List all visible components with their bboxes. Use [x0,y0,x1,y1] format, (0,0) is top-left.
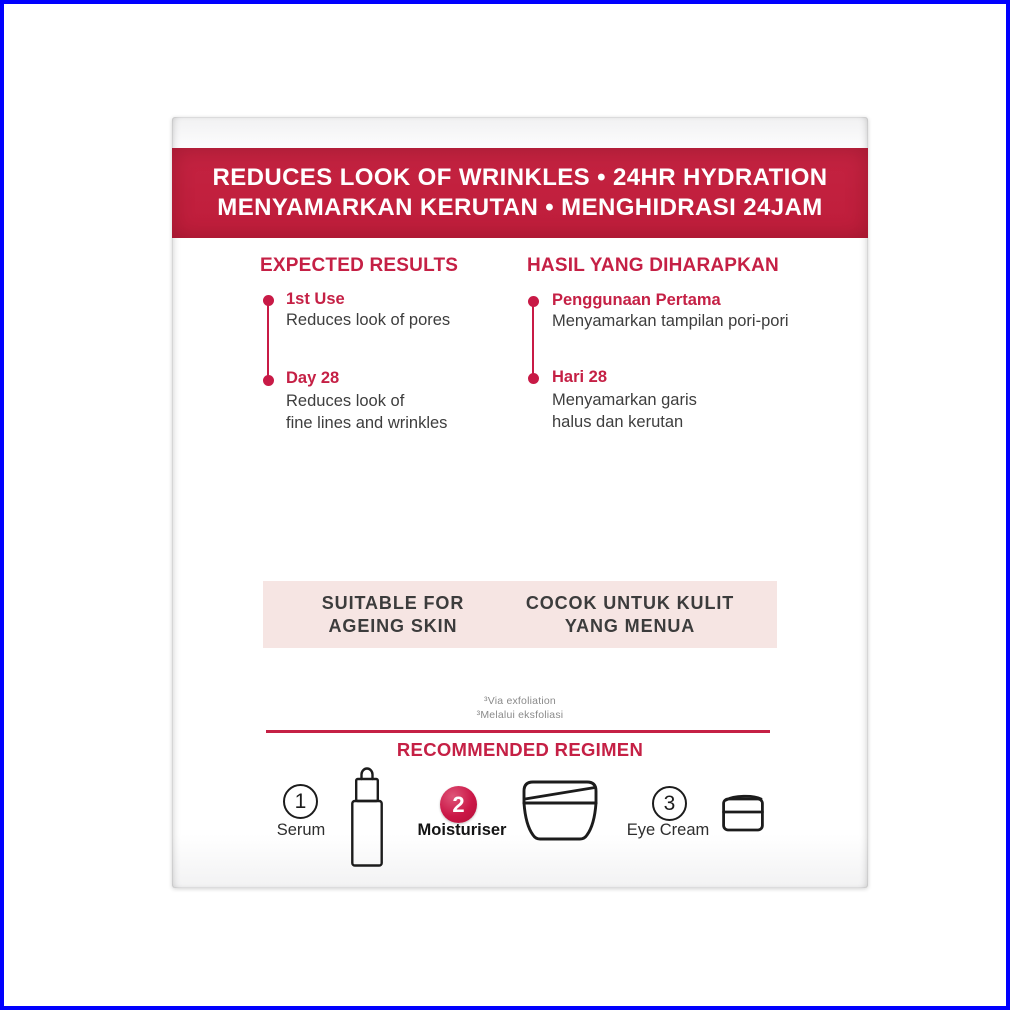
result-body-id-1-line-1: Menyamarkan tampilan pori-pori [552,312,789,330]
result-body-en-1 [286,309,450,331]
timeline-dot-en-2 [263,375,274,386]
expected-results-heading-id: HASIL YANG DIHARAPKAN [527,255,779,276]
result-body-en-2-line-2: fine lines and wrinkles [286,414,448,432]
product-box-back-panel [172,117,868,888]
step-2-label: Moisturiser [417,821,507,839]
suitability-id-line-1: COCOK UNTUK KULIT [525,592,735,613]
result-body-id-2 [552,389,697,433]
suitability-text-en [322,592,464,638]
serum-dropper-bottle-icon [351,762,383,867]
timeline-dot-id-1 [528,296,539,307]
step-2-number: 2 [452,791,465,817]
step-1-label: Serum [276,821,326,839]
suitability-text-id [526,592,734,638]
expected-results-heading-en: EXPECTED RESULTS [260,255,459,276]
step-3-number-badge [652,786,687,821]
timeline-dot-en-1 [263,295,274,306]
timeline-line-id [532,301,535,378]
result-title-id-1: Penggunaan Pertama [552,291,721,309]
result-body-id-2-line-1: Menyamarkan garis [552,391,697,409]
claims-banner [172,148,868,238]
timeline-dot-id-2 [528,373,539,384]
moisturiser-jar-icon [522,779,598,842]
step-1-number-badge [283,784,318,819]
eye-cream-jar-icon [721,793,765,833]
red-divider-line [266,730,770,733]
claims-line-indonesian: MENYAMARKAN KERUTAN • MENGHIDRASI 24JAM [217,194,823,221]
result-body-id-1 [552,310,789,332]
step-3-number: 3 [663,791,676,815]
result-body-en-2 [286,390,447,434]
suitability-id-line-2: YANG MENUA [564,615,696,636]
step-1-number: 1 [294,789,307,813]
result-body-en-1-line-1: Reduces look of pores [286,311,451,329]
suitability-en-line-1: SUITABLE FOR [321,592,465,613]
timeline-line-en [267,300,270,380]
footnote-en: ³Via exfoliation [484,695,556,707]
result-title-en-1: 1st Use [286,290,345,308]
footnote-id: ³Melalui eksfoliasi [476,709,564,721]
result-body-en-2-line-1: Reduces look of [286,392,405,410]
result-title-en-2: Day 28 [286,369,340,387]
step-2-number-badge [440,786,477,823]
suitability-band [263,581,777,648]
result-body-id-2-line-2: halus dan kerutan [552,413,684,431]
claims-line-english: REDUCES LOOK OF WRINKLES • 24HR HYDRATION [212,164,828,191]
suitability-en-line-2: AGEING SKIN [328,615,458,636]
result-title-id-2: Hari 28 [552,368,608,386]
step-3-label: Eye Cream [626,821,710,839]
regimen-heading: RECOMMENDED REGIMEN [396,739,644,760]
